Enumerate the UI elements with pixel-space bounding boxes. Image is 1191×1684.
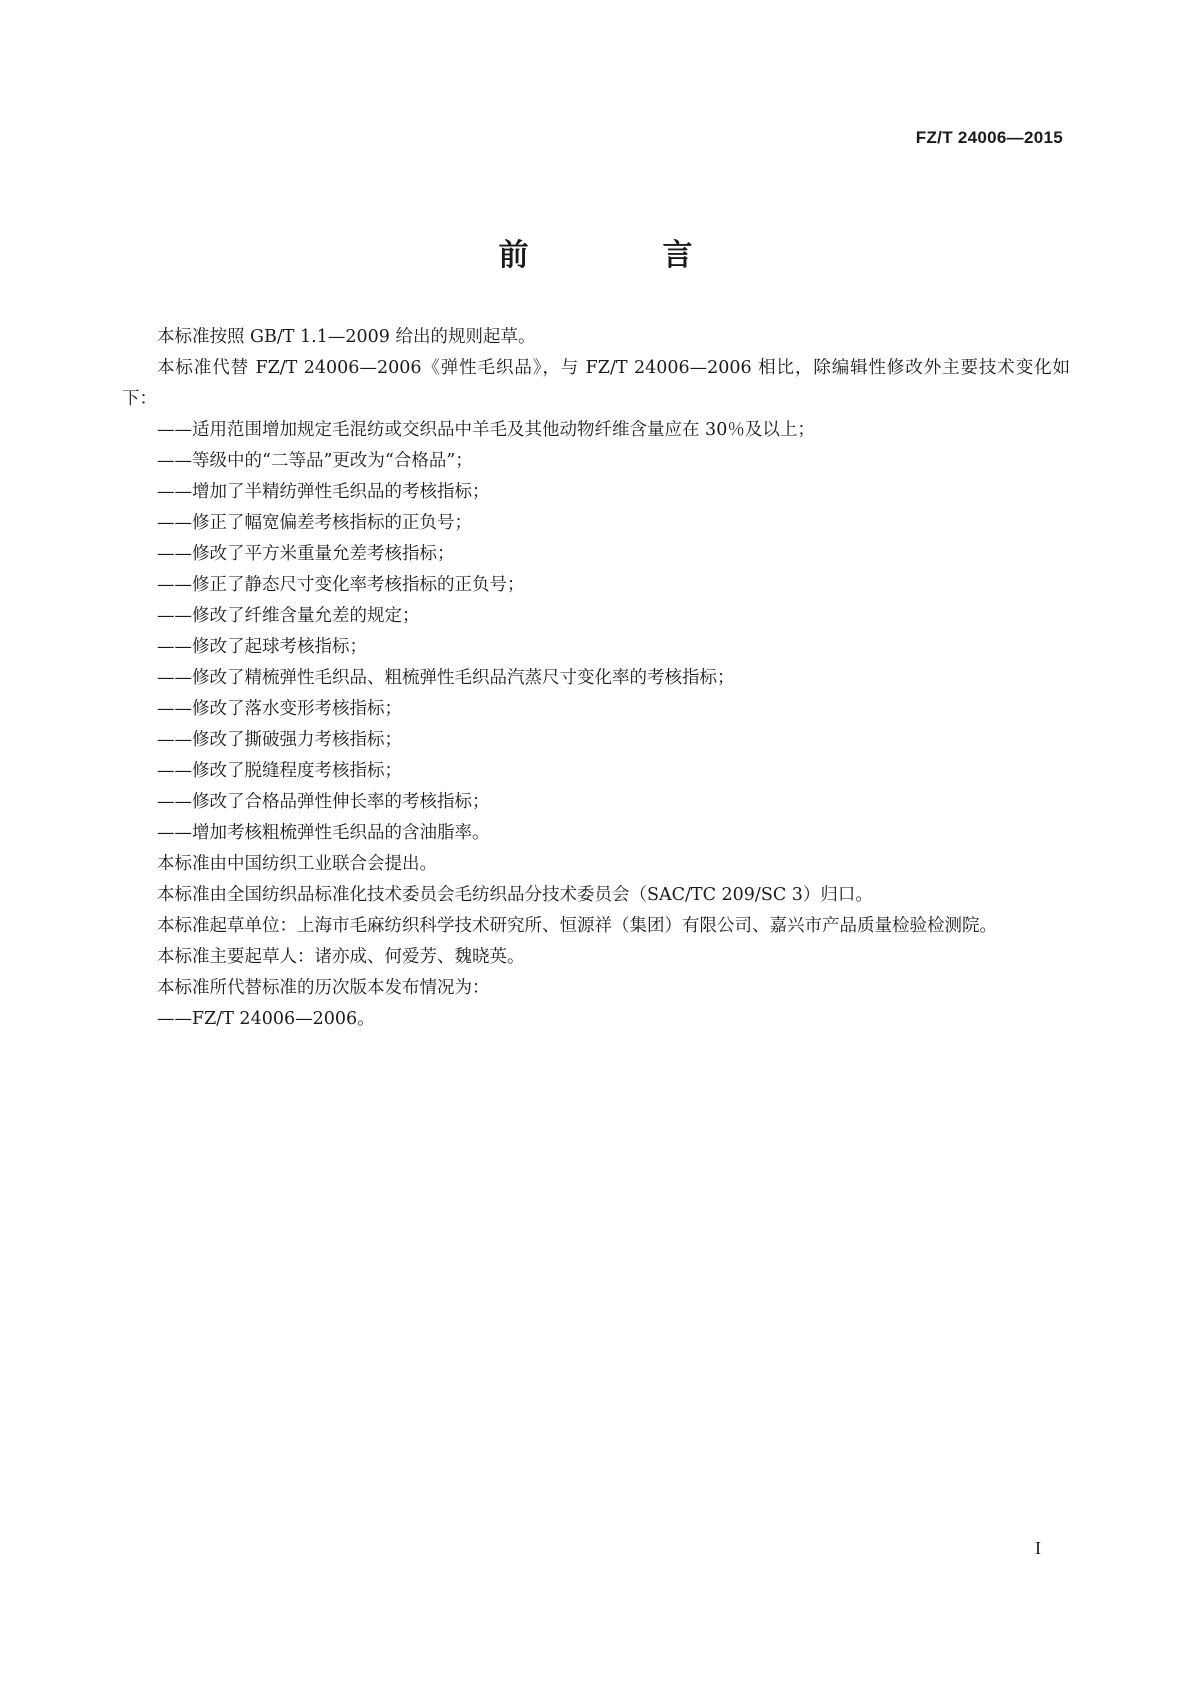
paragraph-drafters: 本标准主要起草人：诸亦成、何爱芳、魏晓英。	[157, 947, 525, 967]
page-number: I	[1035, 1538, 1041, 1558]
list-item: ——修改了精梳弹性毛织品、粗梳弹性毛织品汽蒸尺寸变化率的考核指标；	[157, 668, 735, 688]
list-item: ——增加考核粗梳弹性毛织品的含油脂率。	[157, 823, 490, 843]
list-item: ——修改了撕破强力考核指标；	[157, 730, 402, 750]
list-item: ——修改了起球考核指标；	[157, 637, 367, 657]
paragraph-replacement: 本标准代替 FZ/T 24006—2006《弹性毛织品》，与 FZ/T 24006—2006 相比，除编辑性修改外主要技术变化如下：	[122, 358, 1070, 409]
foreword-body	[122, 322, 1070, 1035]
list-item: ——修改了合格品弹性伸长率的考核指标；	[157, 792, 490, 812]
changes-list	[122, 415, 1070, 849]
paragraph-proposer: 本标准由中国纺织工业联合会提出。	[157, 854, 437, 874]
paragraph-administrator: 本标准由全国纺织品标准化技术委员会毛纺织品分技术委员会（SAC/TC 209/SC 3）归口。	[157, 885, 873, 905]
paragraph-drafting-rules: 本标准按照 GB/T 1.1—2009 给出的规则起草。	[157, 327, 536, 347]
list-item: ——增加了半精纺弹性毛织品的考核指标；	[157, 482, 490, 502]
paragraph-history-intro: 本标准所代替标准的历次版本发布情况为：	[157, 978, 490, 998]
list-item: ——修改了平方米重量允差考核指标；	[157, 544, 455, 564]
history-list	[122, 1004, 1070, 1035]
standard-code: FZ/T 24006—2015	[915, 128, 1063, 147]
page-title: 前 言	[498, 238, 745, 273]
list-item: ——适用范围增加规定毛混纺或交织品中羊毛及其他动物纤维含量应在 30％及以上；	[157, 420, 815, 440]
list-item: ——修正了静态尺寸变化率考核指标的正负号；	[157, 575, 525, 595]
list-item: ——等级中的“二等品”更改为“合格品”；	[157, 451, 473, 471]
list-item: ——FZ/T 24006—2006。	[157, 1009, 375, 1029]
paragraph-drafting-units: 本标准起草单位：上海市毛麻纺织科学技术研究所、恒源祥（集团）有限公司、嘉兴市产品质量检验检测院。	[157, 916, 997, 936]
list-item: ——修改了落水变形考核指标；	[157, 699, 402, 719]
list-item: ——修正了幅宽偏差考核指标的正负号；	[157, 513, 472, 533]
list-item: ——修改了纤维含量允差的规定；	[157, 606, 420, 626]
list-item: ——修改了脱缝程度考核指标；	[157, 761, 402, 781]
